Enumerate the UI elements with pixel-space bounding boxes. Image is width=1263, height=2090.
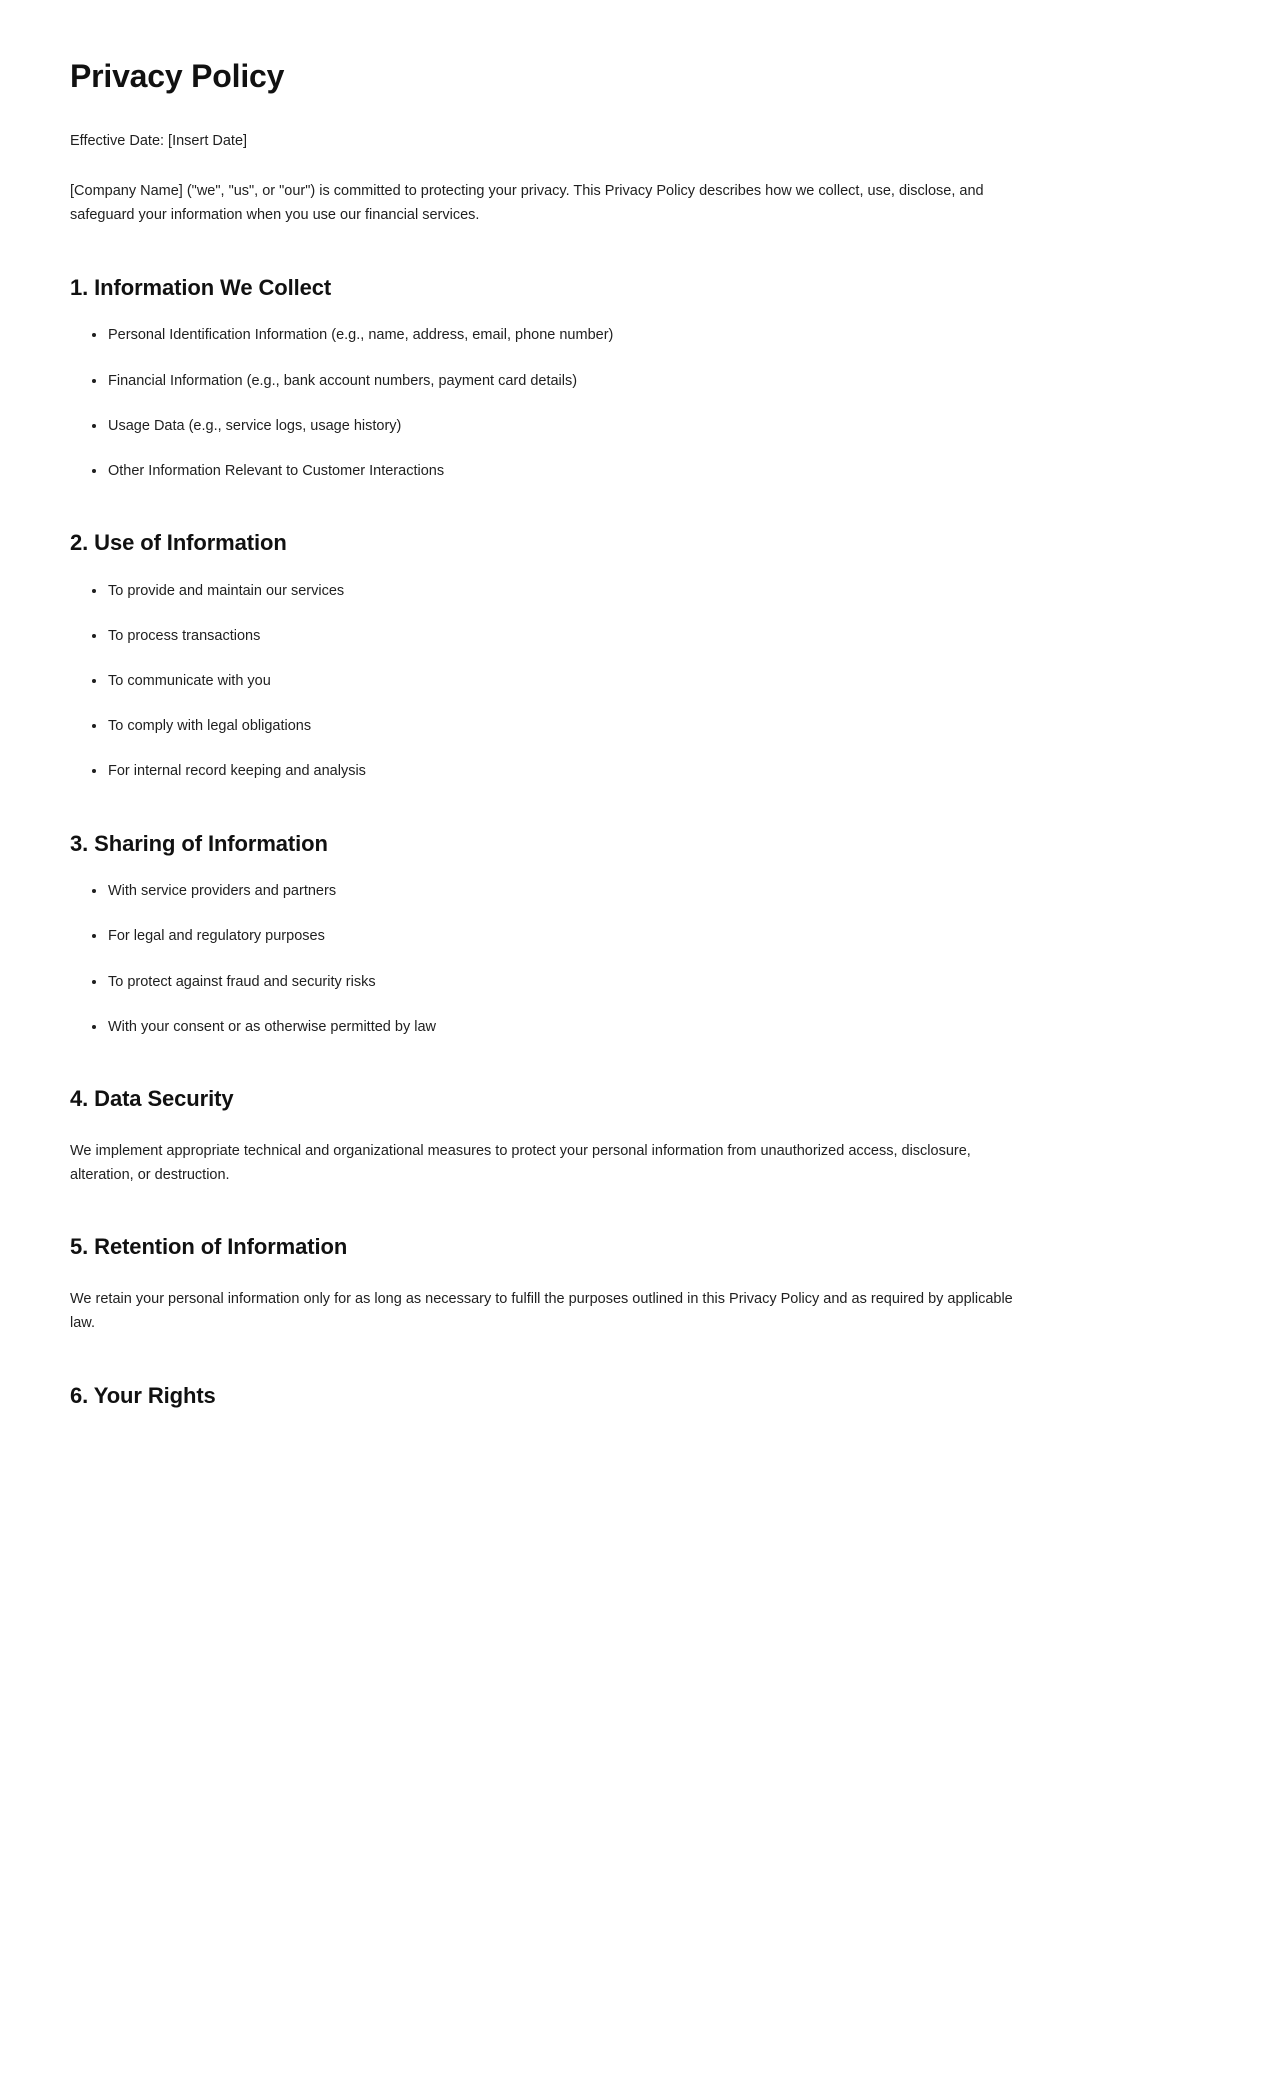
list-item: Usage Data (e.g., service logs, usage history) bbox=[70, 415, 1022, 438]
section-4-paragraph: We implement appropriate technical and organizational measures to protect your personal information from unauthorized access, disclosure, alteration, or destruction. bbox=[70, 1142, 971, 1183]
section-heading-sharing-of-information: 3. Sharing of Information bbox=[70, 830, 328, 856]
list-item: To comply with legal obligations bbox=[70, 715, 1022, 738]
section-5-paragraph: We retain your personal information only for as long as necessary to fulfill the purposes outlined in this Privacy Policy and as required by applicable law. bbox=[70, 1291, 1013, 1331]
section-heading-use-of-information: 2. Use of Information bbox=[70, 530, 287, 556]
list-item: Financial Information (e.g., bank account numbers, payment card details) bbox=[70, 370, 1022, 393]
effective-date-line: Effective Date: [Insert Date] bbox=[70, 133, 248, 149]
section-heading-retention-of-information: 5. Retention of Information bbox=[70, 1234, 348, 1260]
list-item: For internal record keeping and analysis bbox=[70, 760, 1022, 783]
section-1-bullet-list bbox=[70, 324, 1022, 483]
section-heading-your-rights: 6. Your Rights bbox=[70, 1382, 216, 1408]
section-heading-data-security: 4. Data Security bbox=[70, 1085, 234, 1111]
document-body bbox=[70, 56, 1022, 2050]
list-item: Other Information Relevant to Customer Interactions bbox=[70, 460, 1022, 483]
list-item: To process transactions bbox=[70, 625, 1022, 648]
list-item: To communicate with you bbox=[70, 670, 1022, 693]
section-heading-information-we-collect: 1. Information We Collect bbox=[70, 274, 332, 300]
list-item: To protect against fraud and security risks bbox=[70, 971, 1022, 994]
list-item: With your consent or as otherwise permitted by law bbox=[70, 1016, 1022, 1039]
list-item: Personal Identification Information (e.g., name, address, email, phone number) bbox=[70, 324, 1022, 347]
page-title: Privacy Policy bbox=[70, 58, 285, 94]
section-3-bullet-list bbox=[70, 880, 1022, 1039]
list-item: With service providers and partners bbox=[70, 880, 1022, 903]
page-bottom-whitespace bbox=[70, 1410, 1022, 2050]
list-item: For legal and regulatory purposes bbox=[70, 925, 1022, 948]
intro-paragraph: [Company Name] ("we", "us", or "our") is committed to protecting your privacy. This Privacy Policy describes how we collect, use, disclose, and safeguard your information when you use our financial services. bbox=[70, 182, 984, 223]
section-2-bullet-list bbox=[70, 580, 1022, 784]
list-item: To provide and maintain our services bbox=[70, 580, 1022, 603]
